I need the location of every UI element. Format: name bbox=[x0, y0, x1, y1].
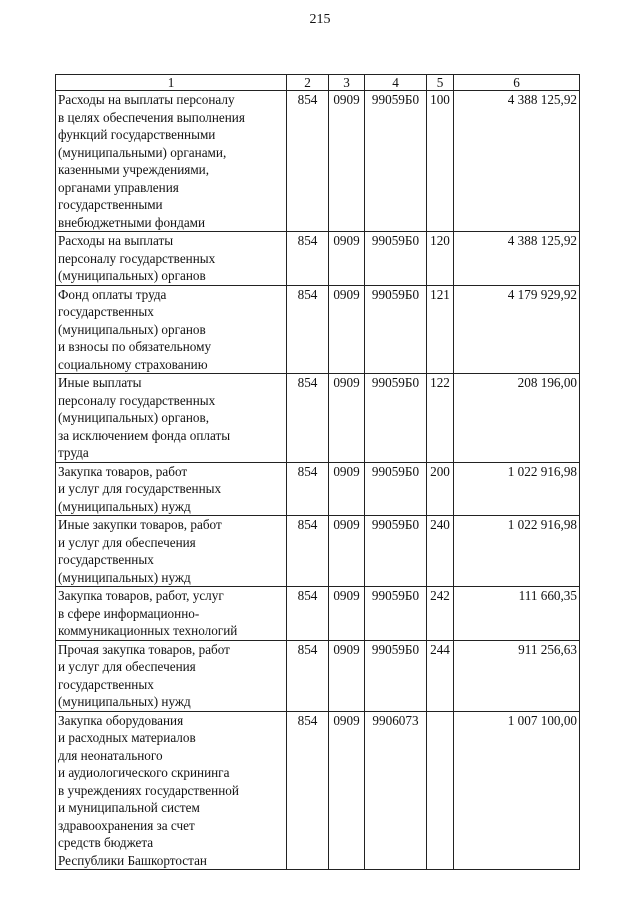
description-line: государственных bbox=[58, 552, 154, 567]
expense-type-code: 242 bbox=[427, 587, 454, 641]
target-article-code: 99059Б0 bbox=[365, 640, 427, 711]
target-article-code: 99059Б0 bbox=[365, 91, 427, 232]
ministry-code: 854 bbox=[287, 374, 329, 463]
table-row bbox=[56, 232, 580, 286]
description-line: (муниципальными) органами, bbox=[58, 144, 227, 160]
description-line: Фонд оплаты труда bbox=[58, 286, 167, 302]
ministry-code: 854 bbox=[287, 91, 329, 232]
table-header-row bbox=[56, 75, 580, 91]
description-line: органами управления bbox=[58, 179, 179, 195]
ministry-code: 854 bbox=[287, 232, 329, 286]
section-code: 0909 bbox=[329, 640, 365, 711]
col-header-5: 5 bbox=[427, 75, 454, 91]
expense-type-code: 240 bbox=[427, 516, 454, 587]
description-line: (муниципальных) нужд bbox=[58, 569, 191, 585]
expense-type-code: 121 bbox=[427, 285, 454, 374]
expense-type-code: 244 bbox=[427, 640, 454, 711]
target-article-code: 99059Б0 bbox=[365, 516, 427, 587]
description-line: Расходы на выплаты персоналу bbox=[58, 92, 235, 107]
table-row bbox=[56, 711, 580, 870]
section-code: 0909 bbox=[329, 232, 365, 286]
description-line: (муниципальных) нужд bbox=[58, 694, 191, 709]
section-code: 0909 bbox=[329, 587, 365, 641]
col-header-3: 3 bbox=[329, 75, 365, 91]
table-row bbox=[56, 587, 580, 641]
description-line: социальному страхованию bbox=[58, 356, 208, 372]
table-body bbox=[56, 91, 580, 870]
amount: 1 007 100,00 bbox=[454, 711, 580, 870]
description-line: здравоохранения за счет bbox=[58, 817, 195, 833]
description-line: для неонатального bbox=[58, 747, 163, 763]
row-description bbox=[56, 374, 287, 463]
ministry-code: 854 bbox=[287, 285, 329, 374]
description-line: и муниципальной систем bbox=[58, 800, 200, 815]
section-code: 0909 bbox=[329, 462, 365, 516]
amount: 111 660,35 bbox=[454, 587, 580, 641]
section-code: 0909 bbox=[329, 374, 365, 463]
amount: 911 256,63 bbox=[454, 640, 580, 711]
col-header-2: 2 bbox=[287, 75, 329, 91]
amount: 1 022 916,98 bbox=[454, 516, 580, 587]
description-line: внебюджетными фондами bbox=[58, 214, 206, 230]
col-header-4: 4 bbox=[365, 75, 427, 91]
description-line: Расходы на выплаты bbox=[58, 233, 174, 248]
description-line: и услуг для государственных bbox=[58, 481, 222, 496]
row-description bbox=[56, 232, 287, 286]
ministry-code: 854 bbox=[287, 462, 329, 516]
table-row bbox=[56, 516, 580, 587]
description-line: персоналу государственных bbox=[58, 250, 216, 266]
expense-type-code: 100 bbox=[427, 91, 454, 232]
table-row bbox=[56, 462, 580, 516]
row-description bbox=[56, 462, 287, 516]
description-line: средств бюджета bbox=[58, 835, 154, 850]
description-line: государственными bbox=[58, 197, 163, 212]
description-line: и аудиологического скрининга bbox=[58, 765, 230, 780]
description-line: Иные выплаты bbox=[58, 375, 142, 390]
ministry-code: 854 bbox=[287, 640, 329, 711]
description-line: Иные закупки товаров, работ bbox=[58, 517, 222, 532]
ministry-code: 854 bbox=[287, 711, 329, 870]
description-line: Прочая закупка товаров, работ bbox=[58, 641, 230, 657]
amount: 4 388 125,92 bbox=[454, 232, 580, 286]
description-line: труда bbox=[58, 445, 89, 460]
expense-type-code bbox=[427, 711, 454, 870]
section-code: 0909 bbox=[329, 711, 365, 870]
target-article-code: 99059Б0 bbox=[365, 232, 427, 286]
expense-type-code: 200 bbox=[427, 462, 454, 516]
target-article-code: 99059Б0 bbox=[365, 374, 427, 463]
target-article-code: 99059Б0 bbox=[365, 285, 427, 374]
budget-table bbox=[55, 74, 580, 870]
amount: 208 196,00 bbox=[454, 374, 580, 463]
description-line: государственных bbox=[58, 676, 154, 692]
row-description bbox=[56, 91, 287, 232]
description-line: и взносы по обязательному bbox=[58, 339, 212, 354]
amount: 1 022 916,98 bbox=[454, 462, 580, 516]
row-description bbox=[56, 516, 287, 587]
section-code: 0909 bbox=[329, 91, 365, 232]
col-header-6: 6 bbox=[454, 75, 580, 91]
target-article-code: 99059Б0 bbox=[365, 587, 427, 641]
description-line: и расходных материалов bbox=[58, 730, 196, 745]
ministry-code: 854 bbox=[287, 516, 329, 587]
description-line: государственных bbox=[58, 304, 154, 319]
ministry-code: 854 bbox=[287, 587, 329, 641]
row-description bbox=[56, 711, 287, 870]
expense-type-code: 120 bbox=[427, 232, 454, 286]
row-description bbox=[56, 640, 287, 711]
description-line: функций государственными bbox=[58, 127, 216, 142]
page-number: 215 bbox=[309, 12, 331, 27]
description-line: и услуг для обеспечения bbox=[58, 659, 196, 674]
description-line: Закупка товаров, работ, услуг bbox=[58, 588, 224, 603]
description-line: Закупка оборудования bbox=[58, 712, 184, 728]
target-article-code: 9906073 bbox=[365, 711, 427, 870]
description-line: в учреждениях государственной bbox=[58, 782, 239, 798]
description-line: Республики Башкортостан bbox=[58, 852, 207, 868]
table-row bbox=[56, 640, 580, 711]
row-description bbox=[56, 587, 287, 641]
table-row bbox=[56, 285, 580, 374]
table-row bbox=[56, 374, 580, 463]
amount: 4 179 929,92 bbox=[454, 285, 580, 374]
table-row bbox=[56, 91, 580, 232]
amount: 4 388 125,92 bbox=[454, 91, 580, 232]
target-article-code: 99059Б0 bbox=[365, 462, 427, 516]
section-code: 0909 bbox=[329, 285, 365, 374]
description-line: казенными учреждениями, bbox=[58, 162, 210, 177]
expense-type-code: 122 bbox=[427, 374, 454, 463]
description-line: в сфере информационно- bbox=[58, 605, 200, 621]
description-line: Закупка товаров, работ bbox=[58, 463, 188, 479]
description-line: в целях обеспечения выполнения bbox=[58, 109, 245, 125]
description-line: (муниципальных) органов, bbox=[58, 410, 210, 425]
description-line: (муниципальных) органов bbox=[58, 321, 206, 337]
row-description bbox=[56, 285, 287, 374]
description-line: (муниципальных) нужд bbox=[58, 498, 191, 514]
description-line: за исключением фонда оплаты bbox=[58, 427, 231, 443]
col-header-1: 1 bbox=[56, 75, 287, 91]
description-line: персоналу государственных bbox=[58, 392, 216, 408]
description-line: (муниципальных) органов bbox=[58, 268, 206, 283]
section-code: 0909 bbox=[329, 516, 365, 587]
description-line: коммуникационных технологий bbox=[58, 623, 238, 638]
description-line: и услуг для обеспечения bbox=[58, 534, 196, 550]
